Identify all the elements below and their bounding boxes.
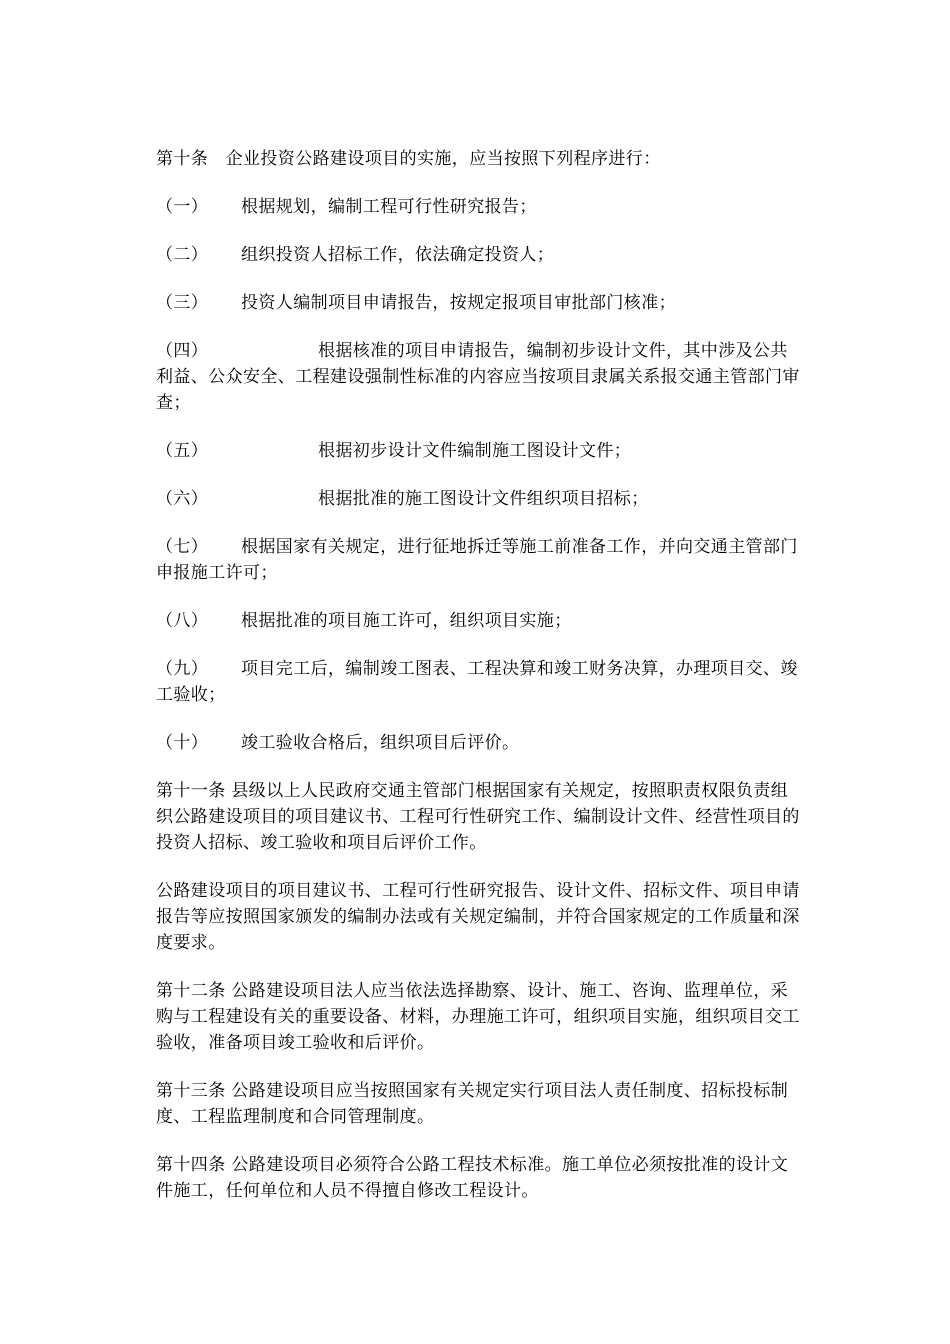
item-text: 投资人编制项目申请报告，按规定报项目审批部门核准； [241, 293, 676, 313]
article-13: 第十三条 公路建设项目应当按照国家有关规定实行项目法人责任制度、招标投标制度、工程监理制度和合同管理制度。 [156, 1081, 789, 1127]
item-number: （三） [156, 293, 209, 313]
list-item [156, 194, 801, 220]
list-item [156, 338, 801, 416]
item-number: （二） [156, 245, 209, 265]
item-number: （四） [156, 341, 209, 361]
article-10-heading: 第十条 企业投资公路建设项目的实施，应当按照下列程序进行： [156, 149, 661, 169]
item-number: （一） [156, 197, 209, 217]
item-number: （十） [156, 733, 209, 753]
document-body [156, 146, 801, 1226]
article-12: 第十二条 公路建设项目法人应当依法选择勘察、设计、施工、咨询、监理单位，采购与工程建设有关的重要设备、材料，办理施工许可，组织项目实施，组织项目交工验收，准备项目竣工验收和后评价。 [156, 981, 800, 1053]
list-item [156, 242, 801, 268]
item-text: 根据批准的施工图设计文件组织项目招标； [318, 489, 649, 509]
item-number: （九） [156, 659, 209, 679]
article-11: 第十一条 县级以上人民政府交通主管部门根据国家有关规定，按照职责权限负责组织公路建设项目的项目建议书、工程可行性研究工作、编制设计文件、经营性项目的投资人招标、竣工验收和项目后评价工作。 [156, 781, 800, 853]
list-item [156, 730, 801, 756]
list-item [156, 608, 801, 634]
item-number: （五） [156, 441, 209, 461]
item-number: （八） [156, 611, 209, 631]
item-text: 竣工验收合格后，组织项目后评价。 [241, 733, 520, 753]
article-14: 第十四条 公路建设项目必须符合公路工程技术标准。施工单位必须按批准的设计文件施工，任何单位和人员不得擅自修改工程设计。 [156, 1155, 789, 1201]
list-item [156, 534, 801, 586]
list-item [156, 290, 801, 316]
item-text: 组织投资人招标工作，依法确定投资人； [241, 245, 555, 265]
item-text: 根据初步设计文件编制施工图设计文件； [318, 441, 632, 461]
list-item [156, 486, 801, 512]
item-text: 根据核准的项目申请报告，编制初步设计文件，其中涉及公共利益、公众安全、工程建设强制性标准的内容应当按项目隶属关系报交通主管部门审查； [156, 341, 800, 413]
article-11-paragraph-2: 公路建设项目的项目建议书、工程可行性研究报告、设计文件、招标文件、项目申请报告等应按照国家颁发的编制办法或有关规定编制，并符合国家规定的工作质量和深度要求。 [156, 881, 800, 953]
item-number: （六） [156, 489, 209, 509]
item-text: 根据批准的项目施工许可，组织项目实施； [241, 611, 572, 631]
list-item [156, 656, 801, 708]
item-number: （七） [156, 537, 209, 557]
item-text: 项目完工后，编制竣工图表、工程决算和竣工财务决算，办理项目交、竣工验收； [156, 659, 798, 705]
item-text: 根据国家有关规定，进行征地拆迁等施工前准备工作，并向交通主管部门申报施工许可； [156, 537, 798, 583]
list-item [156, 438, 801, 464]
item-text: 根据规划，编制工程可行性研究报告； [241, 197, 537, 217]
